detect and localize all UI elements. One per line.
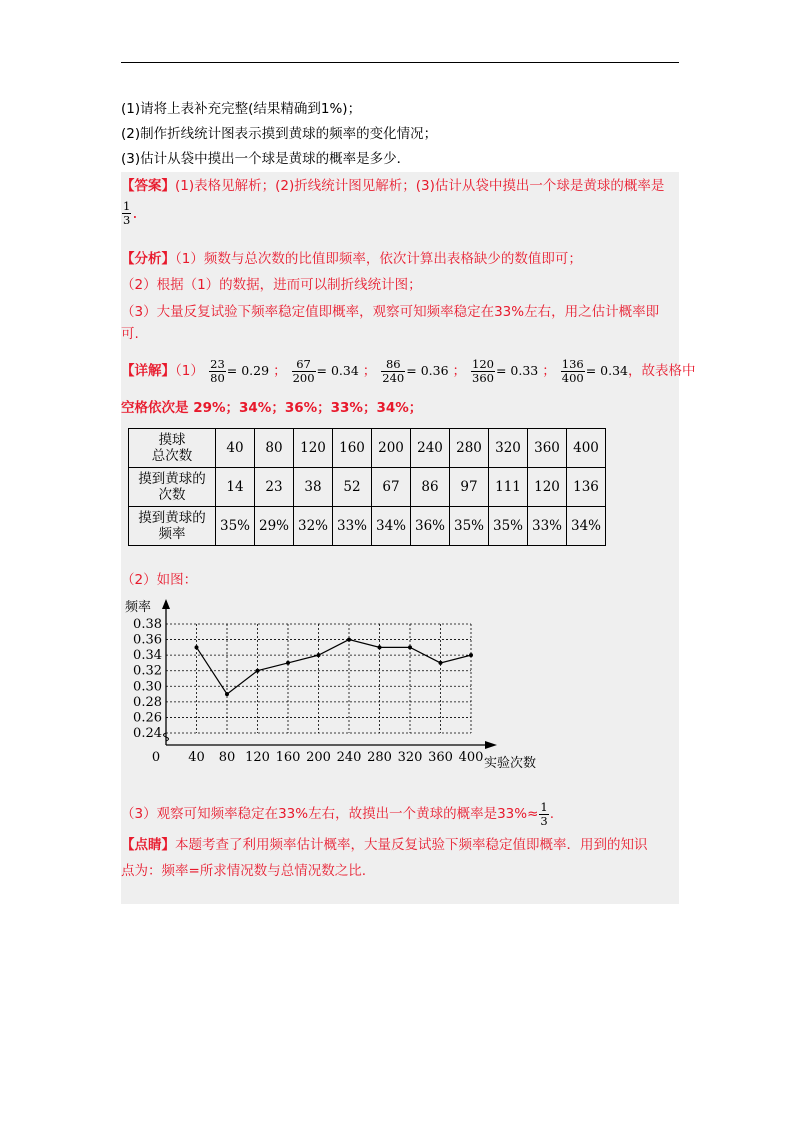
detail-fractions: [208, 356, 628, 385]
table-cell: 200: [372, 429, 411, 468]
frac-num: 67: [292, 358, 316, 372]
question-2: (2)制作折线统计图表示摸到黄球的频率的变化情况；: [121, 126, 438, 142]
x-tick-label: 0: [151, 750, 161, 765]
header-text: 摸球: [158, 432, 186, 448]
analysis-line-2: （2）根据（1）的数据，进而可以制折线统计图；: [121, 277, 422, 293]
frac-sep: ；: [452, 363, 467, 379]
frac-den: 80: [210, 370, 225, 385]
table-cell: 52: [333, 468, 372, 507]
frac-num: 23: [210, 356, 225, 371]
data-point: [256, 669, 260, 673]
detail-line-2: 空格依次是 29%；34%；36%；33%；34%；: [121, 400, 423, 416]
y-tick-label: 0.30: [133, 679, 162, 695]
table-cell: 35%: [450, 507, 489, 546]
answer-text: (1)表格见解析；(2)折线统计图见解析；(3)估计从袋中摸出一个球是黄球的概率是: [175, 178, 665, 194]
x-tick-label: 360: [428, 750, 453, 765]
table-cell: 35%: [216, 507, 255, 546]
answer-fraction: [121, 200, 137, 227]
y-tick-label: 0.26: [133, 710, 162, 726]
x-tick-label: 400: [458, 750, 484, 765]
y-tick-label: 0.36: [133, 632, 162, 648]
analysis-line-3b: 可.: [121, 326, 139, 342]
table-cell: 33%: [333, 507, 372, 546]
table-cell: 23: [255, 468, 294, 507]
y-tick-label: 0.38: [133, 617, 162, 632]
comment-line-2: 点为：频率=所求情况数与总情况数之比.: [121, 863, 367, 879]
part3-frac-num: 1: [540, 799, 548, 814]
answer-line: [121, 177, 664, 195]
frac-sep: ；: [362, 363, 377, 379]
frequency-line-chart: [121, 595, 537, 780]
detail-fraction: [380, 356, 470, 385]
x-axis-arrow: [485, 741, 497, 749]
table-cell: 400: [567, 429, 606, 468]
table-header-freqs: [129, 507, 216, 546]
frac-value: = 0.34: [585, 363, 628, 378]
question-3: (3)估计从袋中摸出一个球是黄球的概率是多少．: [121, 151, 411, 167]
part3-frac-den: 3: [540, 813, 548, 828]
table-row-counts: [129, 468, 606, 507]
data-point: [408, 645, 412, 649]
data-point: [286, 661, 290, 665]
answer-tag: 【答案】: [121, 178, 175, 194]
data-point: [347, 638, 351, 642]
x-tick-label: 40: [188, 750, 205, 765]
part3-end: .: [549, 806, 555, 822]
frac-den: 360: [472, 370, 494, 385]
x-tick-label: 80: [218, 750, 236, 765]
table-cell: 80: [255, 429, 294, 468]
detail-prefix: （1）: [175, 363, 204, 379]
data-point: [439, 661, 443, 665]
frac-num: 86: [381, 358, 405, 372]
header-text: 频率: [158, 526, 186, 542]
frac-den: 240: [382, 370, 405, 385]
frac-value: = 0.29: [226, 363, 270, 378]
table-cell: 320: [489, 429, 528, 468]
frac-sep: ；: [542, 363, 556, 379]
table-cell: 120: [294, 429, 333, 468]
x-tick-label: 280: [367, 750, 392, 765]
answer-frac-den: 3: [123, 213, 131, 227]
x-tick-label: 120: [245, 750, 270, 765]
table-cell: 136: [567, 468, 606, 507]
table-cell: 97: [450, 468, 489, 507]
table-cell: 14: [216, 468, 255, 507]
table-cell: 280: [450, 429, 489, 468]
table-cell: 240: [411, 429, 450, 468]
table-header-counts: [129, 468, 216, 507]
table-cell: 29%: [255, 507, 294, 546]
comment-text-1: 本题考查了利用频率估计概率，大量反复试验下频率稳定值即概率．用到的知识: [175, 837, 648, 853]
series-line: [197, 640, 472, 695]
table-cell: 34%: [372, 507, 411, 546]
detail-suffix: ，故表格中: [628, 363, 696, 379]
x-tick-label: 160: [275, 750, 301, 765]
analysis-tag: 【分析】: [121, 251, 175, 267]
table-cell: 34%: [567, 507, 606, 546]
question-1: (1)请将上表补充完整(结果精确到1%)；: [121, 101, 362, 117]
y-tick-label: 0.24: [133, 726, 162, 741]
x-tick-label: 320: [397, 750, 423, 765]
table-cell: 36%: [411, 507, 450, 546]
analysis-text-1: （1）频数与总次数的比值即频率，依次计算出表格缺少的数值即可；: [175, 251, 582, 267]
header-text: 摸到黄球的: [138, 510, 206, 526]
x-tick-label: 240: [336, 750, 362, 765]
y-tick-label: 0.28: [133, 694, 162, 710]
y-tick-label: 0.34: [133, 648, 162, 664]
table-cell: 40: [216, 429, 255, 468]
part2-label: （2）如图：: [121, 572, 198, 588]
frac-den: 400: [561, 370, 584, 385]
table-cell: 120: [528, 468, 567, 507]
detail-fraction: [470, 356, 560, 385]
table-cell: 38: [294, 468, 333, 507]
data-point: [317, 653, 321, 657]
frac-den: 200: [292, 370, 315, 385]
analysis-line-3a: （3）大量反复试验下频率稳定值即概率，观察可知频率稳定在33%左右，用之估计概率即: [121, 304, 660, 320]
table-cell: 67: [372, 468, 411, 507]
answer-end: .: [132, 203, 138, 222]
top-rule: [121, 62, 679, 63]
frac-value: = 0.36: [406, 363, 449, 378]
data-point: [469, 653, 473, 657]
part3-text: （3）观察可知频率稳定在33%左右，故摸出一个黄球的概率是33%≈: [121, 806, 539, 822]
header-text: 摸到黄球的: [138, 471, 206, 487]
header-text: 次数: [158, 487, 186, 503]
data-point: [225, 692, 229, 696]
frac-num: 136: [561, 356, 584, 371]
detail-fraction: [291, 356, 381, 385]
data-point: [378, 645, 382, 649]
y-axis-arrow: [162, 599, 170, 609]
frac-value: = 0.34: [316, 363, 359, 378]
y-tick-label: 0.32: [133, 663, 162, 679]
table-row-totals: [129, 429, 606, 468]
analysis-line-1: [121, 250, 582, 268]
frac-value: = 0.33: [495, 363, 539, 378]
x-tick-label: 200: [306, 750, 331, 765]
table-cell: 360: [528, 429, 567, 468]
frequency-table: [128, 428, 606, 546]
header-text: 总次数: [151, 448, 193, 464]
part3-line: [121, 800, 554, 828]
detail-tag: 【详解】: [121, 363, 175, 379]
comment-line-1: [121, 836, 648, 854]
answer-frac-num: 1: [123, 199, 131, 213]
table-cell: 35%: [489, 507, 528, 546]
table-cell: 160: [333, 429, 372, 468]
table-cell: 32%: [294, 507, 333, 546]
comment-tag: 【点睛】: [121, 837, 175, 853]
table-cell: 86: [411, 468, 450, 507]
table-header-totals: [129, 429, 216, 468]
frac-num: 120: [472, 356, 494, 371]
frac-sep: ；: [273, 363, 287, 379]
table-cell: 111: [489, 468, 528, 507]
table-cell: 33%: [528, 507, 567, 546]
x-axis-label: 实验次数: [484, 756, 537, 771]
detail-fraction: [208, 356, 290, 385]
detail-line-1: [121, 353, 696, 389]
detail-fraction: [560, 356, 628, 385]
table-row-freqs: [129, 507, 606, 546]
y-axis-label: 频率: [125, 600, 152, 615]
data-point: [195, 645, 199, 649]
